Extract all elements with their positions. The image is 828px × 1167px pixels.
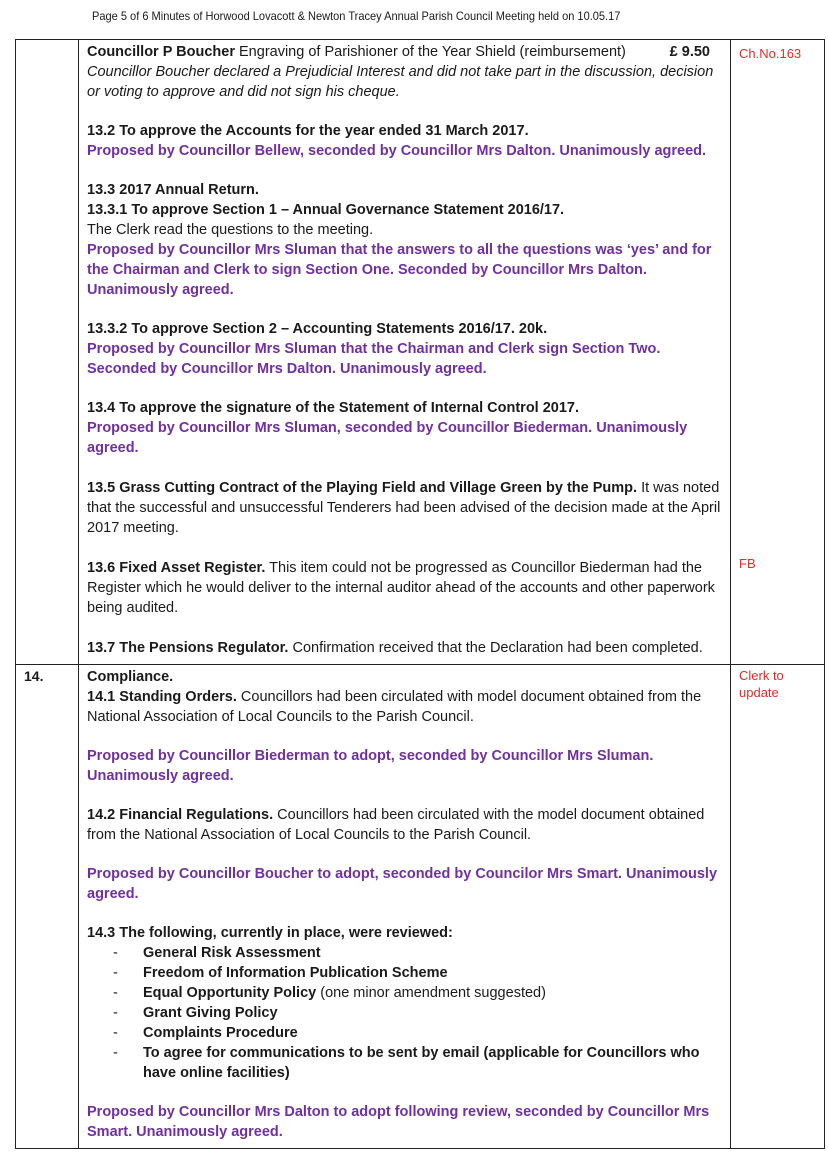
s13-5-para [87,478,722,538]
s13-5-title: 13.5 Grass Cutting Contract of the Playing Field and Village Green by the Pump. [87,480,638,496]
s14-1-title: 14.1 Standing Orders. [87,689,237,705]
s14-2-motion: Proposed by Councillor Boucher to adopt, seconded by Councilor Mrs Smart. Unanimously agreed. [87,866,718,902]
s13-3-2-motion: Proposed by Councillor Mrs Sluman that the Chairman and Clerk sign Section Two. Seconded by Councillor Mrs Dalton. Unanimously agreed. [87,341,661,377]
s13-7-para [87,638,722,658]
s14-2-para [87,805,722,845]
list-item: - General Risk Assessment [113,943,722,963]
minutes-table [15,39,825,1149]
s13-7-text: Confirmation received that the Declaration had been completed. [288,640,703,656]
list-item: - Freedom of Information Publication Scheme [113,963,722,983]
s14-3-motion: Proposed by Councillor Mrs Dalton to adopt following review, seconded by Councillor Mrs Smart. Unanimously agreed. [87,1104,710,1140]
s13-3-1-title: 13.3.1 To approve Section 1 – Annual Governance Statement 2016/17. [87,202,565,218]
list-item: - Equal Opportunity Policy (one minor amendment suggested) [113,983,722,1003]
list-item: - Complaints Procedure [113,1023,722,1043]
s13-3-1-text: The Clerk read the questions to the meeting. [87,222,374,238]
s13-6-text: This item could not be progressed as Councillor Biederman had the Register which he would deliver to the internal auditor ahead of the accounts and other paperwork being audited. [87,560,715,616]
table-row [16,40,825,665]
list-item: - To agree for communications to be sent by email (applicable for Councillors who have online facilities) [113,1043,722,1083]
boucher-line [87,42,722,62]
s13-4-motion: Proposed by Councillor Mrs Sluman, seconded by Councillor Biederman. Unanimously agreed. [87,420,688,456]
item-number: 14. [16,665,79,1149]
action-clerk: Clerk to update [739,668,784,700]
action-fb: FB [739,556,756,571]
item-body [79,665,731,1149]
s14-1-motion: Proposed by Councillor Biederman to adopt, seconded by Councillor Mrs Sluman. Unanimously agreed. [87,748,654,784]
boucher-note: Councillor Boucher declared a Prejudicial Interest and did not take part in the discussion, decision or voting to approve and did not sign his cheque. [87,64,714,100]
action-cell [731,40,825,665]
s13-3-2-title: 13.3.2 To approve Section 2 – Accounting Statements 2016/17. 20k. [87,321,548,337]
s14-1-para [87,687,722,727]
s14-2-text: Councillors had been circulated with the model document obtained from the National Association of Local Councils to the Parish Council. [87,807,705,843]
s13-4-title: 13.4 To approve the signature of the Statement of Internal Control 2017. [87,400,580,416]
boucher-name: Councillor P Boucher [87,44,235,60]
s14-3-title: 14.3 The following, currently in place, were reviewed: [87,925,453,941]
item-body [79,40,731,665]
compliance-title: Compliance. [87,669,174,685]
s13-7-title: 13.7 The Pensions Regulator. [87,640,289,656]
s13-2-motion: Proposed by Councillor Bellew, seconded by Councillor Mrs Dalton. Unanimously agreed. [87,143,707,159]
list-item: - Grant Giving Policy [113,1003,722,1023]
s13-3-title: 13.3 2017 Annual Return. [87,182,259,198]
s13-6-para [87,558,722,618]
action-ch-no: Ch.No.163 [739,46,802,61]
s13-2-title: 13.2 To approve the Accounts for the year ended 31 March 2017. [87,123,529,139]
item-number [16,40,79,665]
s13-5-text: It was noted that the successful and unsuccessful Tenderers had been advised of the decision made at the April 2017 meeting. [87,480,721,536]
s14-1-text: Councillors had been circulated with model document obtained from the National Association of Local Councils to the Parish Council. [87,689,702,725]
s13-6-title: 13.6 Fixed Asset Register. [87,560,266,576]
action-cell [731,665,825,1149]
table-row [16,665,825,1149]
s14-2-title: 14.2 Financial Regulations. [87,807,274,823]
boucher-amount: £ 9.50 [669,44,710,60]
s13-3-1-motion: Proposed by Councillor Mrs Sluman that the answers to all the questions was ‘yes’ and for the Chairman and Clerk to sign Section One. Seconded by Councillor Mrs Dalton. Unanimously agreed. [87,242,712,298]
policy-list [87,943,722,1083]
boucher-item: Engraving of Parishioner of the Year Shield (reimbursement) [234,44,626,60]
page-header: Page 5 of 6 Minutes of Horwood Lovacott & Newton Tracey Annual Parish Council Meeting held on 10.05.17 [92,9,621,23]
